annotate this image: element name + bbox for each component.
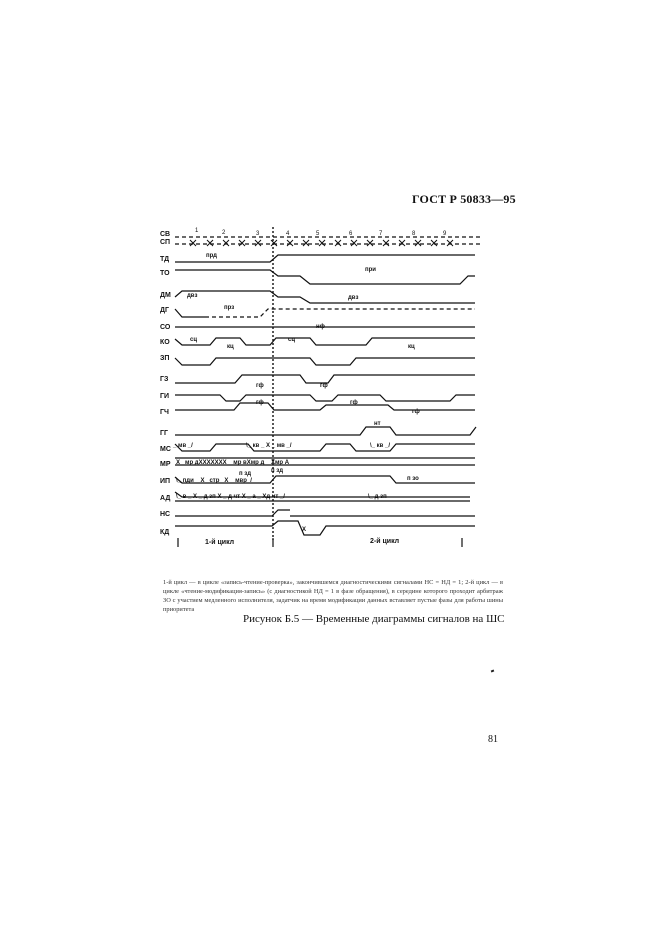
wave-gg bbox=[175, 427, 476, 435]
wave-to bbox=[175, 270, 475, 284]
clock-number: 2 bbox=[222, 230, 226, 236]
signal-ip: ИП bbox=[160, 478, 171, 485]
label-nf: нф bbox=[316, 324, 325, 330]
label-sc: сц bbox=[190, 337, 198, 343]
label-sc: сц bbox=[288, 337, 296, 343]
label-gf: гф bbox=[320, 383, 328, 389]
signal-to: ТО bbox=[160, 270, 170, 277]
stray-mark bbox=[491, 670, 495, 673]
label-nt: нт bbox=[374, 421, 381, 427]
label-gf: гф bbox=[412, 409, 420, 415]
clock-number: 7 bbox=[379, 231, 383, 237]
wave-dg-a bbox=[175, 309, 205, 317]
clock-number: 4 bbox=[286, 231, 290, 237]
wave-ms bbox=[175, 444, 475, 451]
caption-body: 1-й цикл — в цикле «запись-чтение-проверка», закончившемся диагностическими сигналами НС = НД = 1; 2-й цикл — в цикле «чтение-модификация-запись» (с диагностикой НД = 1 в фазе обращения), в середине которого проходит арбитраж ЗО с участием медленного исполнителя, задатчик на время модификации данных вставляет пустые фазы для работы шины приоритета bbox=[163, 579, 503, 613]
document-header: ГОСТ Р 50833—95 bbox=[412, 192, 516, 206]
label-prd: прд bbox=[206, 253, 217, 259]
label-pri: при bbox=[365, 267, 376, 273]
signal-dg: ДГ bbox=[160, 307, 169, 314]
wave-sp-crosses bbox=[190, 240, 453, 246]
signal-gi: ГИ bbox=[160, 393, 169, 400]
label-kc: кц bbox=[408, 344, 415, 350]
wave-kd bbox=[175, 521, 475, 535]
cycle-2-label: 2-й цикл bbox=[370, 538, 400, 545]
label-gf: гф bbox=[256, 400, 264, 406]
label-gf: гф bbox=[256, 383, 264, 389]
wave-zp bbox=[175, 358, 475, 365]
label-dvz: двз bbox=[348, 295, 359, 301]
waveforms bbox=[150, 225, 490, 555]
signal-so: СО bbox=[160, 324, 171, 331]
signal-gz: ГЗ bbox=[160, 376, 169, 383]
signal-kd: КД bbox=[160, 529, 170, 536]
signal-gch: ГЧ bbox=[160, 409, 169, 416]
clock-number: 9 bbox=[443, 231, 447, 237]
wave-ko bbox=[175, 338, 475, 345]
signal-ns: НС bbox=[160, 511, 171, 518]
label-ad: \_ в _ Х _ д зп Х _ д чт Х _ а _ Хд чт _/ bbox=[176, 494, 285, 500]
wave-gch bbox=[175, 403, 475, 410]
signal-sp: СП bbox=[160, 239, 171, 246]
wave-gz bbox=[175, 375, 475, 383]
signal-ad: АД bbox=[160, 495, 171, 502]
wave-dm bbox=[175, 291, 475, 303]
clock-number: 3 bbox=[256, 231, 260, 237]
label-ms: _ мв _/ bbox=[173, 443, 193, 449]
wave-gi bbox=[175, 395, 475, 401]
label-ip-pzo: п зо bbox=[407, 476, 419, 482]
signal-dm: ДМ bbox=[160, 292, 171, 299]
cycle-1-label: 1-й цикл bbox=[205, 539, 235, 546]
label-ms-ka: \_ кв _ Х _ мв _/ bbox=[246, 443, 292, 449]
timing-diagram bbox=[150, 225, 490, 555]
signal-mr: МР bbox=[160, 461, 171, 468]
page-number: 81 bbox=[488, 734, 498, 745]
label-ms-ka2: \_ кв _/ bbox=[370, 443, 391, 449]
label-ad2: \_ д зп bbox=[368, 494, 387, 500]
clock-number: 6 bbox=[349, 231, 353, 237]
label-mr: Х_ мр дХХХХХХХ _ мр вХмр д _ Хмр А bbox=[176, 460, 290, 466]
wave-td bbox=[175, 255, 475, 262]
label-ip: \_ пди _ Х_ стр _Х _ мвр_/ bbox=[176, 478, 252, 484]
signal-zp: ЗП bbox=[160, 355, 170, 362]
label-kc: кц bbox=[227, 344, 234, 350]
label-prz: прз bbox=[224, 305, 235, 311]
label-kd-x: Х bbox=[302, 527, 307, 533]
clock-number: 5 bbox=[316, 231, 320, 237]
signal-ms: МС bbox=[160, 446, 171, 453]
wave-dg-b bbox=[205, 309, 475, 317]
signal-td: ТД bbox=[160, 256, 170, 263]
signal-gg: ГГ bbox=[160, 430, 168, 437]
label-ip-pd: п зд bbox=[239, 471, 252, 477]
signal-sv: СВ bbox=[160, 231, 171, 238]
label-gf: гф bbox=[350, 400, 358, 406]
clock-number: 1 bbox=[195, 228, 199, 234]
wave-ns bbox=[175, 510, 475, 516]
clock-number: 8 bbox=[412, 231, 416, 237]
label-ip-pz: п зд bbox=[271, 468, 284, 474]
figure-caption: Рисунок Б.5 — Временные диаграммы сигналов на ШС bbox=[243, 613, 505, 625]
label-dvz: двз bbox=[187, 293, 198, 299]
signal-ko: КО bbox=[160, 339, 170, 346]
